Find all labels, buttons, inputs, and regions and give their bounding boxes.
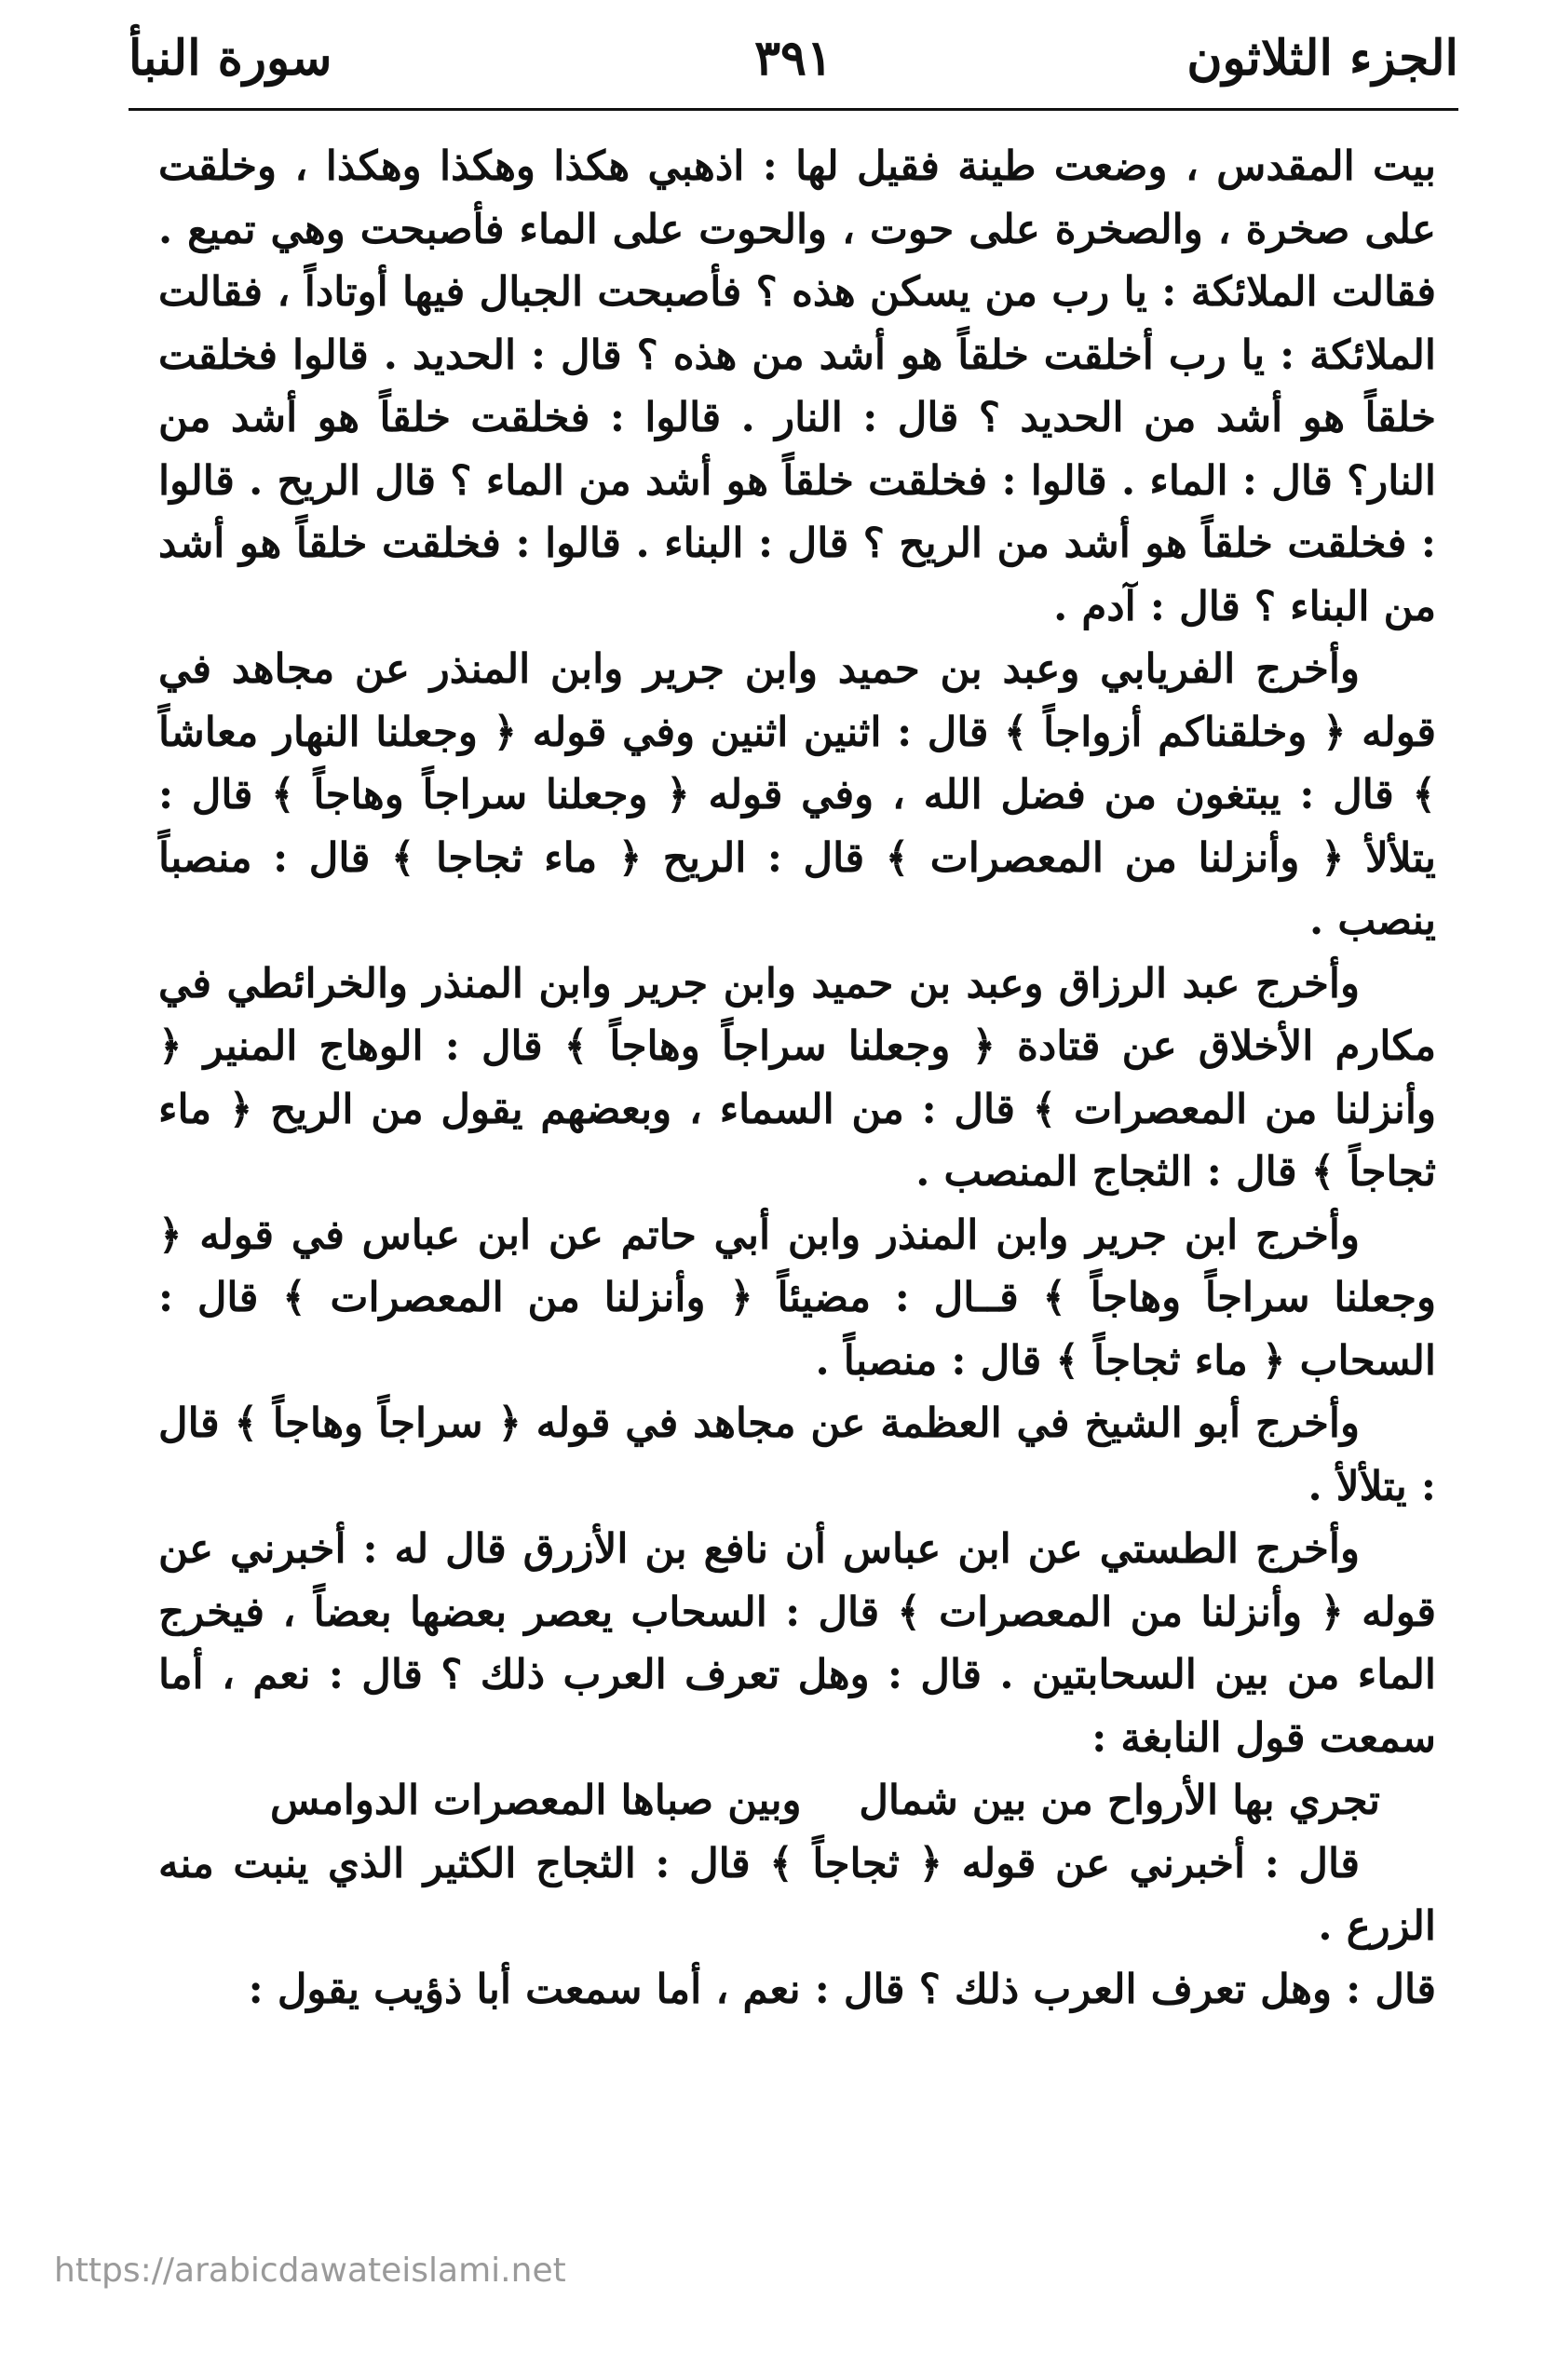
verse-first-hemistich: تجري بها الأرواح من بين شمال [859, 1777, 1380, 1824]
header-rule [129, 108, 1458, 111]
page-body [158, 135, 1436, 2021]
paragraph: وأخرج الفريابي وعبد بن حميد وابن جرير وابن المنذر عن مجاهد في قوله ﴿ وخلقناكم أزواجاً ﴾ قال : اثنين اثنين وفي قوله ﴿ وجعلنا النهار معاشاً ﴾ قال : يبتغون من فضل الله ، وفي قوله ﴿ وجعلنا سراجاً وهاجاً ﴾ قال : يتلألأ ﴿ وأنزلنا من المعصرات ﴾ قال : الريح ﴿ ماء ثجاجا ﴾ قال : منصباً ينصب . [158, 645, 1436, 944]
paragraph: وأخرج الطستي عن ابن عباس أن نافع بن الأزرق قال له : أخبرني عن قوله ﴿ وأنزلنا من المعصرات ﴾ قال : السحاب يعصر بعضها بعضاً ، فيخرج الماء من بين السحابتين . قال : وهل تعرف العرب ذلك ؟ قال : نعم ، أما سمعت قول النابغة : [158, 1525, 1436, 1762]
surah-title: سورة النبأ [129, 30, 332, 87]
paragraph: بيت المقدس ، وضعت طينة فقيل لها : اذهبي هكذا وهكذا وهكذا ، وخلقت على صخرة ، والصخرة على حوت ، والحوت على الماء فأصبحت وهي تميع . فقالت الملائكة : يا رب من يسكن هذه ؟ فأصبحت الجبال فيها أوتاداً ، فقالت الملائكة : يا رب أخلقت خلقاً هو أشد من هذه ؟ قال : الحديد . قالوا فخلقت خلقاً هو أشد من الحديد ؟ قال : النار . قالوا : فخلقت خلقاً هو أشد من النار؟ قال : الماء . قالوا : فخلقت خلقاً هو أشد من الماء ؟ قال الريح . قالوا : فخلقت خلقاً هو أشد من الريح ؟ قال : البناء . قالوا : فخلقت خلقاً هو أشد من البناء ؟ قال : آدم . [158, 142, 1436, 630]
verse-second-hemistich: وبين صباها المعصرات الدوامس [270, 1777, 802, 1824]
paragraph: وأخرج أبو الشيخ في العظمة عن مجاهد في قوله ﴿ سراجاً وهاجاً ﴾ قال : يتلألأ . [158, 1400, 1436, 1510]
page-header [129, 20, 1458, 110]
paragraph: قال : أخبرني عن قوله ﴿ ثجاجاً ﴾ قال : الثجاج الكثير الذي ينبت منه الزرع . [158, 1839, 1436, 1950]
paragraph: وأخرج ابن جرير وابن المنذر وابن أبي حاتم عن ابن عباس في قوله ﴿ وجعلنا سراجاً وهاجاً ﴾ قــال : مضيئاً ﴿ وأنزلنا من المعصرات ﴾ قال : السحاب ﴿ ماء ثجاجاً ﴾ قال : منصباً . [158, 1210, 1436, 1385]
poetry-verse [158, 1769, 1436, 1832]
paragraph: قال : وهل تعرف العرب ذلك ؟ قال : نعم ، أما سمعت أبا ذؤيب يقول : [248, 1965, 1436, 2013]
part-title: الجزء الثلاثون [1186, 30, 1458, 87]
watermark-url: https://arabicdawateislami.net [54, 2252, 566, 2290]
page-number: ٣٩١ [754, 30, 833, 87]
paragraph: وأخرج عبد الرزاق وعبد بن حميد وابن جرير وابن المنذر والخرائطي في مكارم الأخلاق عن قتادة ﴿ وجعلنا سراجاً وهاجاً ﴾ قال : الوهاج المنير ﴿ وأنزلنا من المعصرات ﴾ قال : من السماء ، وبعضهم يقول من الريح ﴿ ماء ثجاجاً ﴾ قال : الثجاج المنصب . [158, 959, 1436, 1196]
